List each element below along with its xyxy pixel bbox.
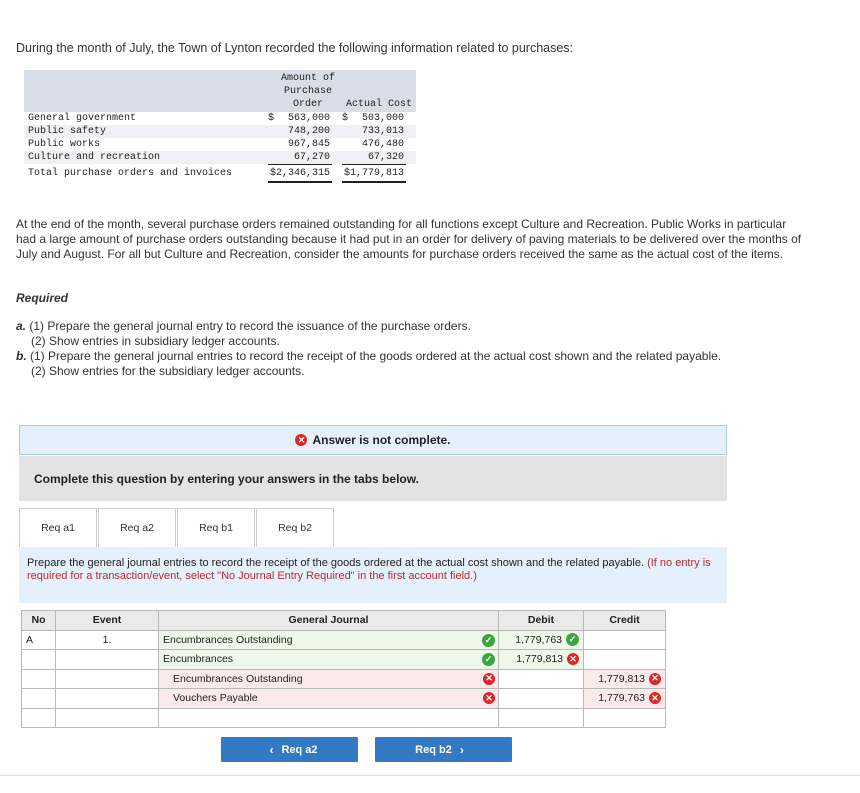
prev-req-button[interactable] [221, 737, 358, 762]
answer-status-text: Answer is not complete. [312, 433, 451, 447]
total-double-underline [268, 181, 332, 183]
purchase-table [24, 70, 416, 182]
credit-field[interactable] [584, 650, 666, 670]
credit-value: 1,779,763 [598, 692, 645, 705]
journal-table [21, 610, 666, 728]
row-no [22, 650, 56, 670]
req-a2-text: (2) Show entries in subsidiary ledger accounts. [31, 334, 280, 348]
requirement-tabs [19, 508, 335, 548]
instructions-box: Complete this question by entering your answers in the tabs below. [19, 456, 727, 501]
error-icon: ✕ [483, 692, 495, 704]
tab-req-b2[interactable]: Req b2 [256, 508, 334, 548]
col-credit: Credit [584, 611, 666, 631]
account-field[interactable] [159, 669, 499, 689]
journal-row [22, 650, 666, 670]
col-no: No [22, 611, 56, 631]
tab-req-a2[interactable]: Req a2 [98, 508, 176, 548]
credit-field[interactable] [584, 669, 666, 689]
purchase-row: Public works 967,845 476,480 [28, 139, 404, 150]
credit-field[interactable] [584, 708, 666, 728]
purchase-row: Public safety 748,200 733,013 [24, 125, 416, 138]
debit-value: 1,779,763 [515, 633, 562, 646]
subtotal-underline [268, 164, 332, 165]
check-icon: ✓ [482, 653, 495, 666]
chevron-left-icon: ‹ [269, 742, 274, 757]
check-icon: ✓ [566, 633, 579, 646]
account-value: Encumbrances [163, 653, 234, 666]
row-event [56, 689, 159, 709]
credit-value: 1,779,813 [598, 672, 645, 685]
account-value: Encumbrances Outstanding [163, 633, 293, 646]
debit-field[interactable] [499, 650, 584, 670]
purchase-total-row: Total purchase orders and invoices $2,346,315 $1,779,813 [28, 168, 404, 179]
next-req-button[interactable] [375, 737, 512, 762]
error-icon: ✕ [649, 692, 661, 704]
col-debit: Debit [499, 611, 584, 631]
journal-row [22, 689, 666, 709]
debit-field[interactable] [499, 689, 584, 709]
prev-req-label: Req a2 [281, 743, 318, 756]
account-field[interactable] [159, 650, 499, 670]
journal-row [22, 669, 666, 689]
credit-field[interactable] [584, 689, 666, 709]
req-b-letter: b. [16, 349, 27, 363]
req-a-letter: a. [16, 319, 27, 333]
account-field[interactable] [159, 630, 499, 650]
po-header: Amount of Purchase Order [280, 73, 335, 110]
debit-value: 1,779,813 [516, 653, 563, 666]
instruction-main: Prepare the general journal entries to record the receipt of the goods ordered at the actual cost shown and the related payable. [27, 557, 645, 569]
col-event: Event [56, 611, 159, 631]
intro-text: During the month of July, the Town of Lynton recorded the following information related to purchases: [16, 41, 574, 55]
tab-instructions [19, 547, 727, 603]
requirements-list [16, 319, 721, 379]
chevron-right-icon: › [459, 742, 464, 757]
row-event [56, 708, 159, 728]
account-value: Vouchers Payable [173, 692, 258, 705]
tab-req-a1[interactable]: Req a1 [19, 508, 97, 548]
journal-row [22, 630, 666, 650]
account-field[interactable] [159, 708, 499, 728]
journal-row [22, 708, 666, 728]
row-event [56, 669, 159, 689]
purchase-row: General government $ 563,000 $ 503,000 [28, 113, 404, 124]
req-a1-text: (1) Prepare the general journal entry to record the issuance of the purchase orders. [29, 319, 471, 333]
col-general-journal: General Journal [159, 611, 499, 631]
instruction-note: (If no entry is required for a transaction/event, select "No Journal Entry Required" in the first account field.) [27, 557, 711, 582]
check-icon: ✓ [482, 634, 495, 647]
total-double-underline [342, 181, 406, 183]
row-event [56, 650, 159, 670]
row-no [22, 708, 56, 728]
error-icon: ✕ [483, 673, 495, 685]
row-event: 1. [56, 630, 159, 650]
debit-field[interactable] [499, 630, 584, 650]
answer-status-banner [19, 425, 727, 455]
req-b2-text: (2) Show entries for the subsidiary ledger accounts. [31, 364, 305, 378]
problem-paragraph: At the end of the month, several purchase orders remained outstanding for all functions except Culture and Recreation. Public Works in particular had a large amount of purchase orders outstanding because it had put in an order for delivery of paving materials to be delivered over the months of July and August. For all but Culture and Recreation, consider the amounts for purchase orders received the same as the actual cost of the items. [16, 217, 802, 261]
purchase-row: Culture and recreation 67,270 67,320 [24, 151, 416, 164]
req-b1-text: (1) Prepare the general journal entries to record the receipt of the goods ordered at the actual cost shown and the related payable. [30, 349, 722, 363]
journal-header-row [22, 611, 666, 631]
account-field[interactable] [159, 689, 499, 709]
error-icon: ✕ [295, 434, 307, 446]
error-icon: ✕ [567, 653, 579, 665]
actual-cost-header: Actual Cost [345, 99, 412, 110]
row-no: A [22, 630, 56, 650]
debit-field[interactable] [499, 669, 584, 689]
account-value: Encumbrances Outstanding [173, 672, 303, 685]
error-icon: ✕ [649, 673, 661, 685]
credit-field[interactable] [584, 630, 666, 650]
row-no [22, 669, 56, 689]
required-heading: Required [16, 291, 69, 305]
row-no [22, 689, 56, 709]
page-divider [0, 775, 860, 776]
next-req-label: Req b2 [415, 743, 452, 756]
debit-field[interactable] [499, 708, 584, 728]
tab-req-b1[interactable]: Req b1 [177, 508, 255, 548]
subtotal-underline [342, 164, 406, 165]
